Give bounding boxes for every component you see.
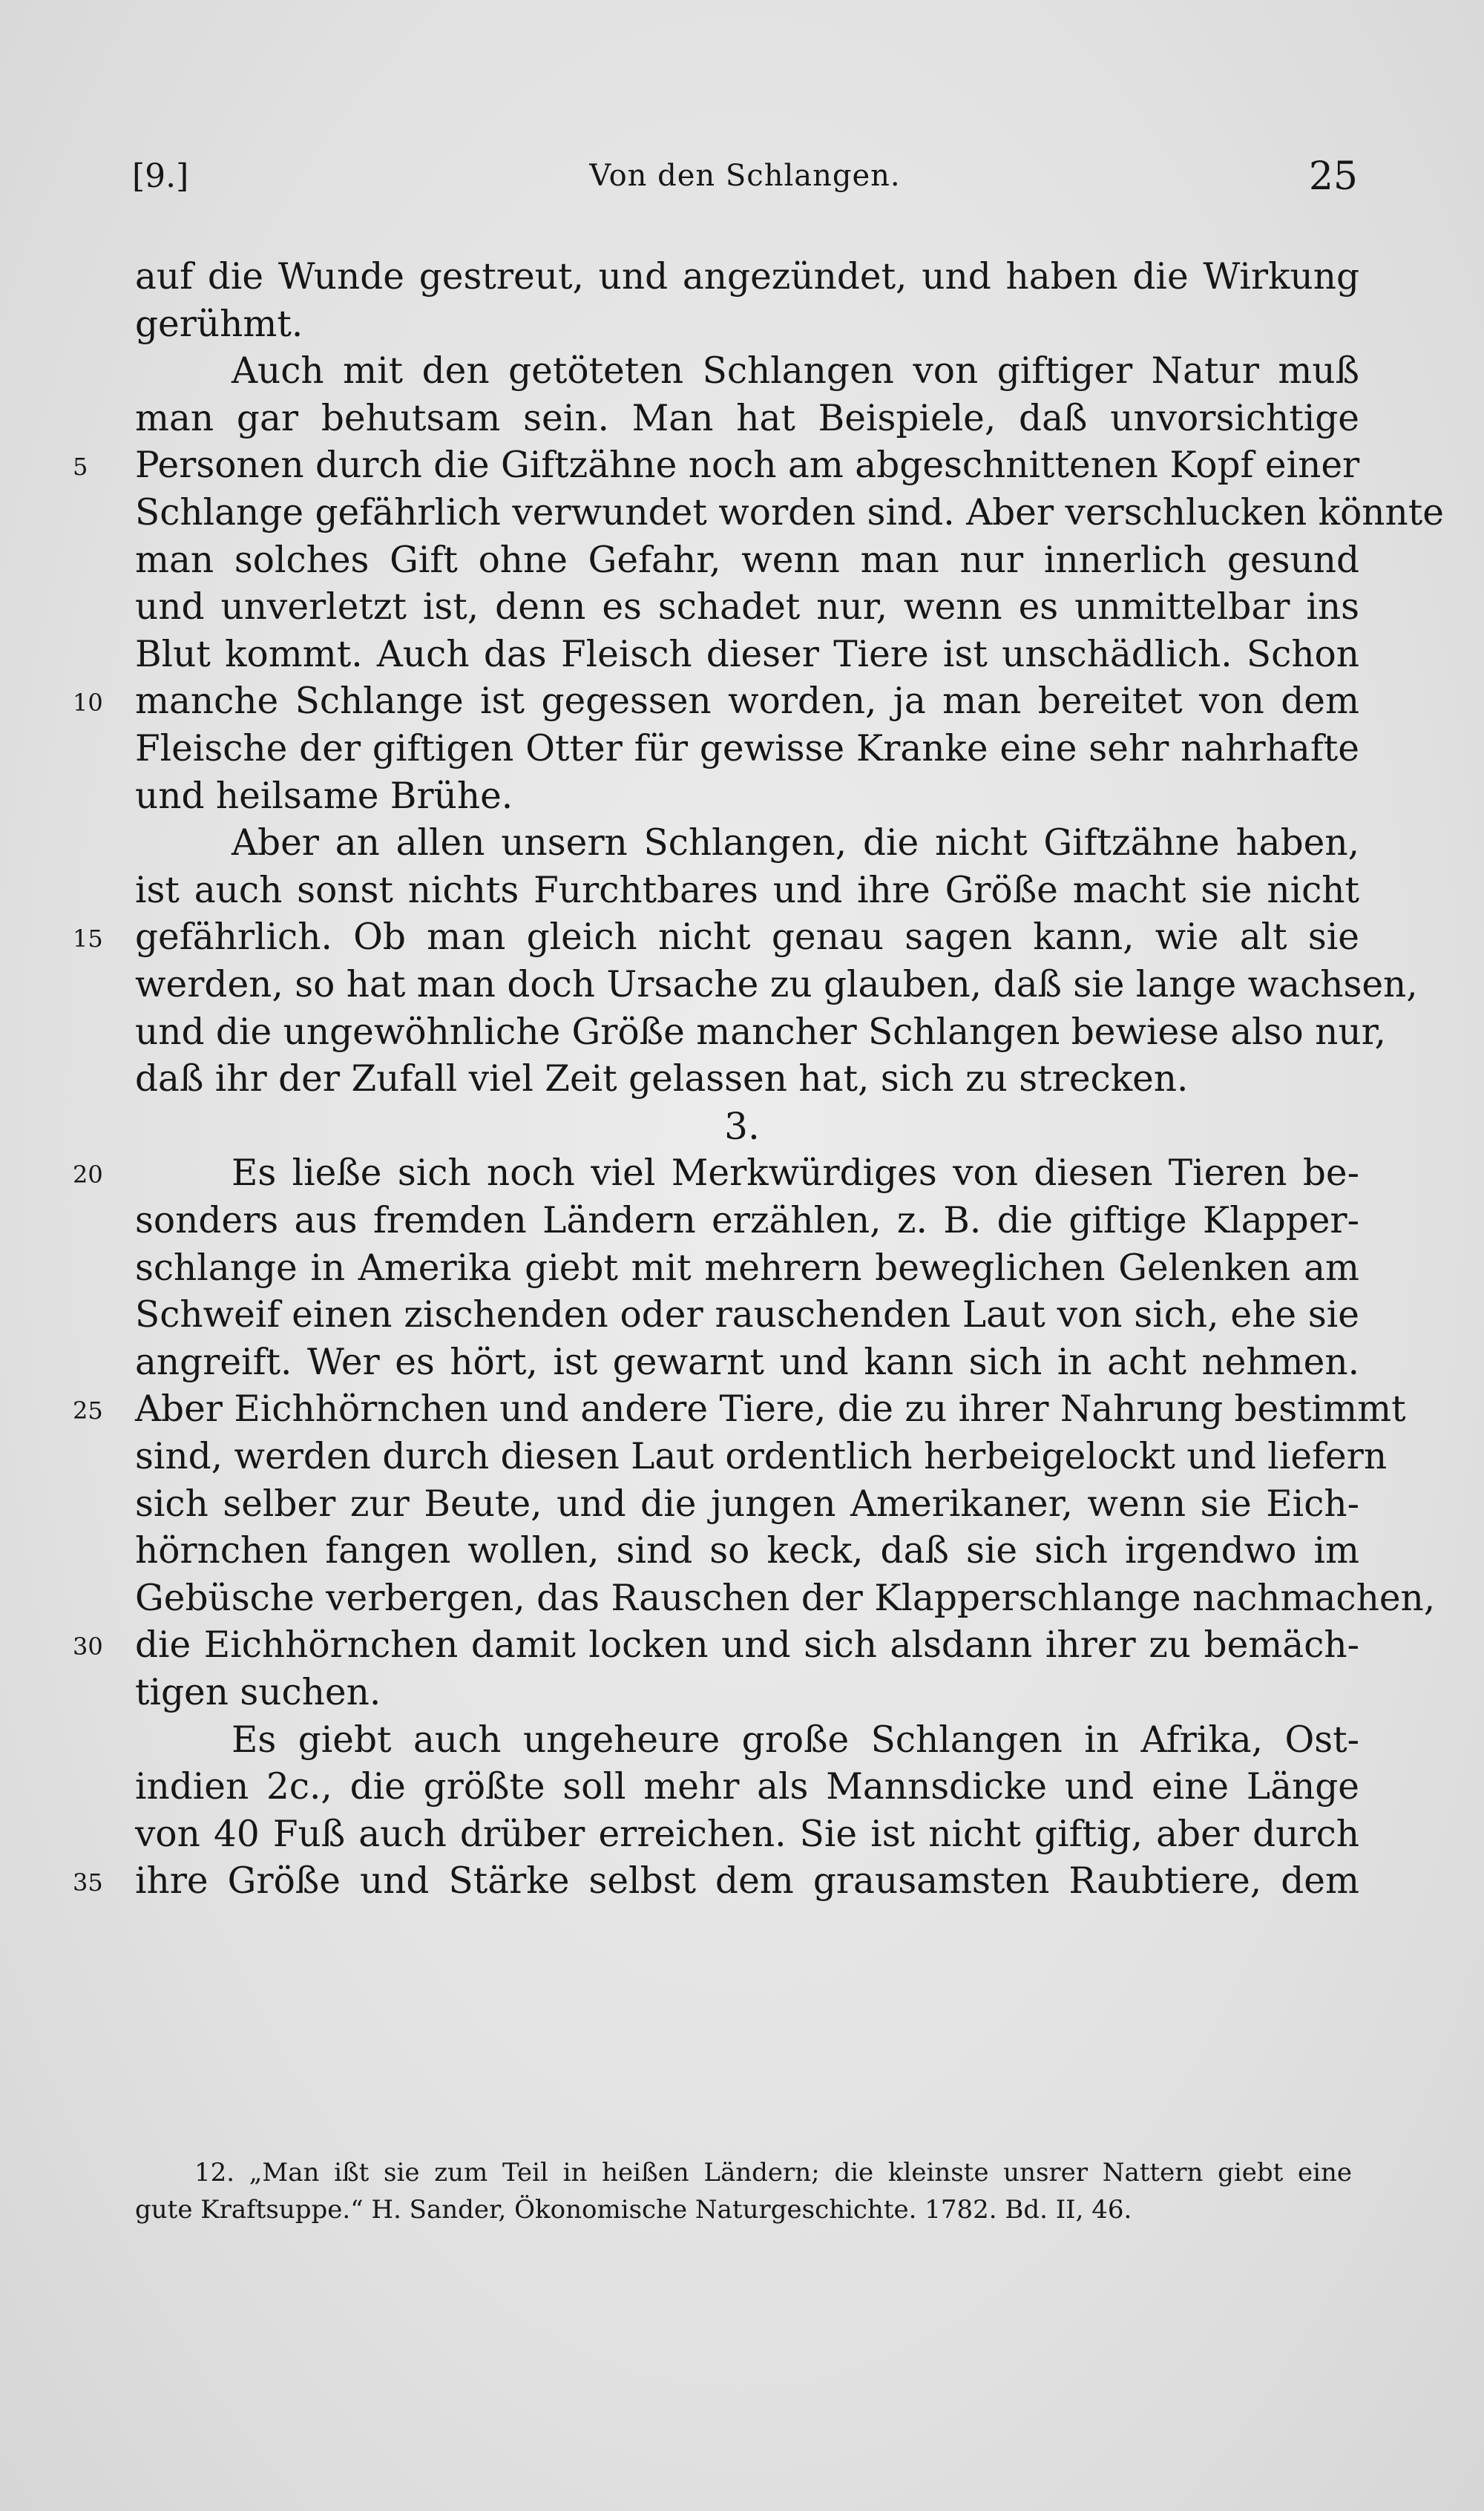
text-line: gefährlich. Ob man gleich nicht genau sagen kann, wie alt sie [135, 916, 1359, 958]
page-number: 25 [1308, 154, 1358, 199]
text-line: schlange in Amerika giebt mit mehrern beweglichen Gelenken am [135, 1247, 1359, 1289]
footnote-line: 12. „Man ißt sie zum Teil in heißen Ländern; die kleinste unsrer Nattern giebt eine [194, 2158, 1352, 2187]
line-number: 10 [73, 689, 103, 717]
text-line: ihre Größe und Stärke selbst dem grausamsten Raubtiere, dem [135, 1860, 1359, 1902]
text-line: manche Schlange ist gegessen worden, ja man bereitet von dem [135, 680, 1359, 722]
text-line: Personen durch die Giftzähne noch am abgeschnittenen Kopf einer [135, 444, 1360, 486]
text-line: tigen suchen. [135, 1672, 381, 1713]
text-line: hörnchen fangen wollen, sind so keck, daß sie sich irgendwo im [135, 1530, 1359, 1572]
section-heading: 3. [724, 1105, 760, 1148]
line-number: 35 [73, 1868, 103, 1897]
running-header [132, 141, 1358, 208]
text-line: sind, werden durch diesen Laut ordentlich herbeigelockt und liefern [135, 1436, 1388, 1477]
text-line: Schlange gefährlich verwundet worden sind. Aber verschlucken könnte [135, 492, 1444, 534]
line-number: 5 [73, 453, 88, 481]
text-line: Schweif einen zischenden oder rauschenden Laut von sich, ehe sie [135, 1294, 1359, 1336]
text-line: indien 2c., die größte soll mehr als Mannsdicke und eine Länge [135, 1766, 1359, 1808]
text-line: man gar behutsam sein. Man hat Beispiele, daß unvorsichtige [135, 398, 1359, 439]
text-line: die Eichhörnchen damit locken und sich alsdann ihrer zu bemäch- [135, 1624, 1359, 1666]
text-line: und die ungewöhnliche Größe mancher Schlangen bewiese also nur, [135, 1011, 1386, 1053]
text-line: angreift. Wer es hört, ist gewarnt und kann sich in acht nehmen. [135, 1342, 1359, 1383]
text-line: sich selber zur Beute, und die jungen Amerikaner, wenn sie Eich- [135, 1483, 1359, 1525]
text-line: Auch mit den getöteten Schlangen von giftiger Natur muß [232, 350, 1359, 392]
text-line: Aber Eichhörnchen und andere Tiere, die zu ihrer Nahrung bestimmt [135, 1388, 1406, 1430]
text-line: sonders aus fremden Ländern erzählen, z. B. die giftige Klapper- [135, 1200, 1359, 1241]
line-number: 15 [73, 925, 103, 953]
running-title: Von den Schlangen. [589, 159, 901, 193]
text-line: Aber an allen unsern Schlangen, die nicht Giftzähne haben, [232, 822, 1359, 864]
text-line: Gebüsche verbergen, das Rauschen der Klapperschlange nachmachen, [135, 1578, 1436, 1619]
text-line: Fleische der giftigen Otter für gewisse Kranke eine sehr nahrhafte [135, 728, 1359, 769]
text-line: gerühmt. [135, 303, 303, 345]
text-line: Es ließe sich noch viel Merkwürdiges von diesen Tieren be- [232, 1152, 1359, 1194]
section-marker: [9.] [132, 157, 189, 195]
text-line: und heilsame Brühe. [135, 775, 513, 817]
text-line: und unverletzt ist, denn es schadet nur, wenn es unmittelbar ins [135, 586, 1359, 628]
text-line: von 40 Fuß auch drüber erreichen. Sie ist nicht giftig, aber durch [135, 1814, 1359, 1855]
footnote-line: gute Kraftsuppe.“ H. Sander, Ökonomische Naturgeschichte. 1782. Bd. II, 46. [135, 2195, 1132, 2225]
text-line: auf die Wunde gestreut, und angezündet, und haben die Wirkung [135, 256, 1359, 298]
text-line: daß ihr der Zufall viel Zeit gelassen hat, sich zu strecken. [135, 1058, 1189, 1100]
text-line: werden, so hat man doch Ursache zu glauben, daß sie lange wachsen, [135, 964, 1418, 1005]
text-line: Es giebt auch ungeheure große Schlangen in Afrika, Ost- [232, 1719, 1359, 1761]
text-line: Blut kommt. Auch das Fleisch dieser Tiere ist unschädlich. Schon [135, 634, 1359, 675]
line-number: 20 [73, 1161, 103, 1189]
text-line: ist auch sonst nichts Furchtbares und ihre Größe macht sie nicht [135, 870, 1359, 911]
line-number: 25 [73, 1396, 103, 1425]
line-number: 30 [73, 1632, 103, 1661]
text-line: man solches Gift ohne Gefahr, wenn man nur innerlich gesund [135, 539, 1359, 581]
